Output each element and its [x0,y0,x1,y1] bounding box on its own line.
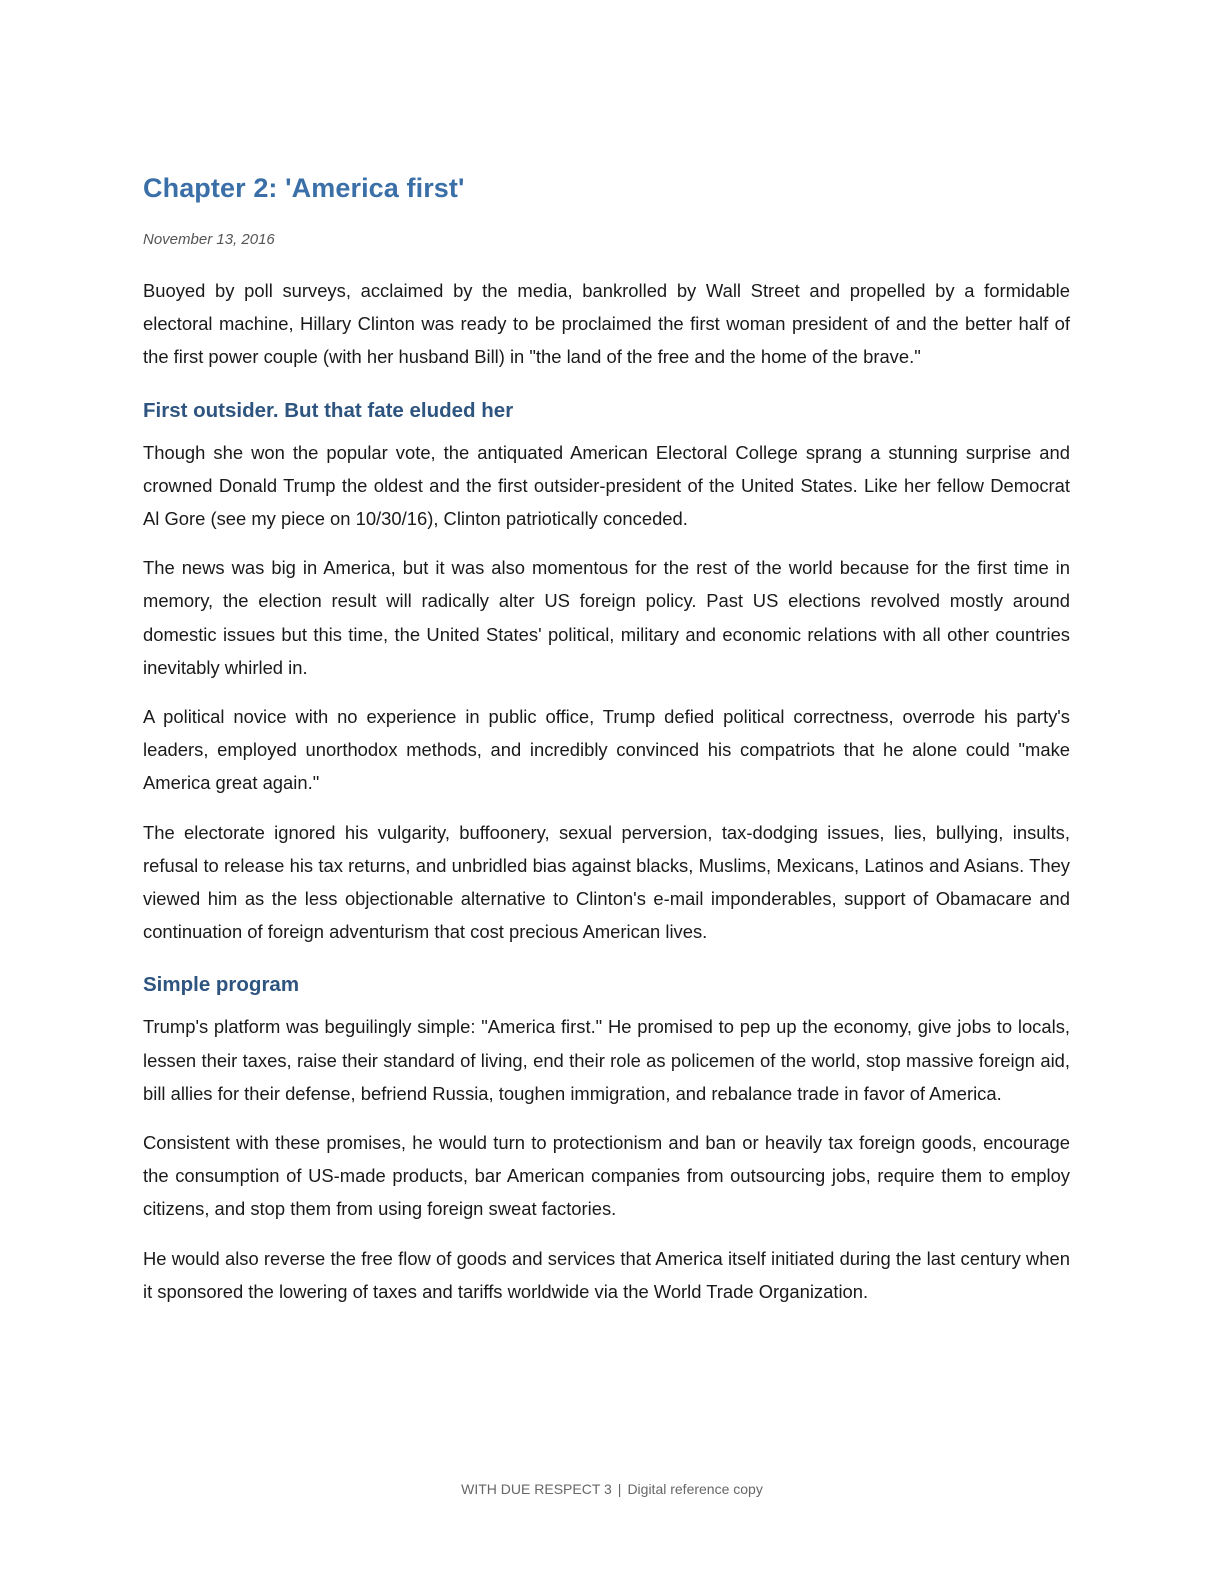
footer-separator: | [617,1481,622,1497]
paragraph: The news was big in America, but it was also momentous for the rest of the world because for the first time in memory, the election result will radically alter US foreign policy. Past US elections revolved mostly around domestic issues but this time, the United States' political, military and economic relations with all other countries inevitably whirled in. [143,557,1070,678]
section-heading-simple-program: Simple program [143,973,300,997]
publication-date: November 13, 2016 [143,231,275,248]
footer-book-title: WITH DUE RESPECT 3 [461,1481,612,1497]
chapter-title: Chapter 2: 'America first' [143,173,465,203]
paragraph: He would also reverse the free flow of goods and services that America itself initiated during the last century when it sponsored the lowering of taxes and tariffs worldwide via the World Trade Organization. [143,1247,1070,1302]
paragraph: Though she won the popular vote, the antiquated American Electoral College sprang a stunning surprise and crowned Donald Trump the oldest and the first outsider-president of the United States. Like her fellow Democrat Al Gore (see my piece on 10/30/16), Clinton patriotically conceded. [143,441,1070,530]
document-page [143,170,1070,1324]
footer-note: Digital reference copy [627,1481,763,1497]
paragraph: A political novice with no experience in public office, Trump defied political correctness, overrode his party's leaders, employed unorthodox methods, and incredibly convinced his compatriots that he alone could "make America great again." [143,706,1070,794]
paragraph: Trump's platform was beguilingly simple: "America first." He promised to pep up the economy, give jobs to locals, lessen their taxes, raise their standard of living, end their role as policemen of the world, stop massive foreign aid, bill allies for their defense, befriend Russia, toughen immigration, and rebalance trade in favor of America. [143,1016,1070,1104]
paragraph: Consistent with these promises, he would turn to protectionism and ban or heavily tax foreign goods, encourage the consumption of US-made products, bar American companies from outsourcing jobs, require them to employ citizens, and stop them from using foreign sweat factories. [143,1132,1070,1220]
page-footer [0,1480,1224,1498]
section-heading-first-outsider: First outsider. But that fate eluded her [143,398,514,422]
paragraph: The electorate ignored his vulgarity, buffoonery, sexual perversion, tax-dodging issues, lies, bullying, insults, refusal to release his tax returns, and unbridled bias against blacks, Muslims, Mexicans, Latinos and Asians. They viewed him as the less objectionable alternative to Clinton's e-mail imponderables, support of Obamacare and continuation of foreign adventurism that cost precious American lives. [143,821,1070,943]
paragraph: Buoyed by poll surveys, acclaimed by the media, bankrolled by Wall Street and propelled by a formidable electoral machine, Hillary Clinton was ready to be proclaimed the first woman president of and the better half of the first power couple (with her husband Bill) in "the land of the free and the home of the brave." [143,280,1070,368]
